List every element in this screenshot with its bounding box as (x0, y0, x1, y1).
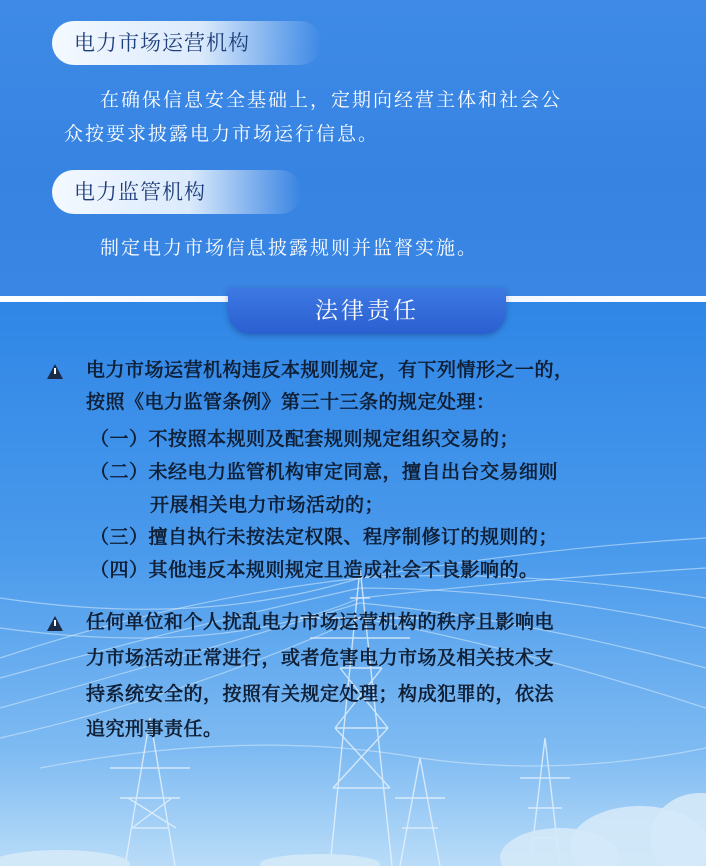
legal-subitem: （四）其他违反本规则规定且造成社会不良影响的。 (90, 559, 539, 581)
legal-item-line: 按照《电力监管条例》第三十三条的规定处理： (86, 391, 496, 413)
legal-item-line: 任何单位和个人扰乱电力市场运营机构的秩序且影响电 (86, 611, 555, 633)
section-text-line: 众按要求披露电力市场运行信息。 (64, 123, 380, 145)
section-text-line: 制定电力市场信息披露规则并监督实施。 (100, 237, 479, 259)
legal-subitem: 开展相关电力市场活动的； (150, 494, 385, 516)
legal-item-line: 持系统安全的，按照有关规定处理；构成犯罪的，依法 (86, 683, 555, 705)
legal-item-line: 追究刑事责任。 (86, 718, 223, 740)
warning-triangle-icon (47, 364, 63, 379)
section-title-regulator: 电力监管机构 (52, 170, 302, 214)
legal-subitem: （一）不按照本规则及配套规则规定组织交易的； (90, 428, 520, 450)
legal-item-line: 力市场活动正常进行，或者危害电力市场及相关技术支 (86, 647, 555, 669)
legal-heading: 法律责任 (315, 298, 419, 324)
warning-triangle-icon (47, 616, 63, 631)
section-text-line: 在确保信息安全基础上，定期向经营主体和社会公 (100, 89, 563, 111)
section-title-market-operator: 电力市场运营机构 (52, 21, 322, 65)
legal-item-line: 电力市场运营机构违反本规则规定，有下列情形之一的， (86, 359, 574, 381)
legal-subitem: （二）未经电力监管机构审定同意，擅自出台交易细则 (90, 461, 559, 483)
legal-subitem: （三）擅自执行未按法定权限、程序制修订的规则的； (90, 526, 559, 548)
